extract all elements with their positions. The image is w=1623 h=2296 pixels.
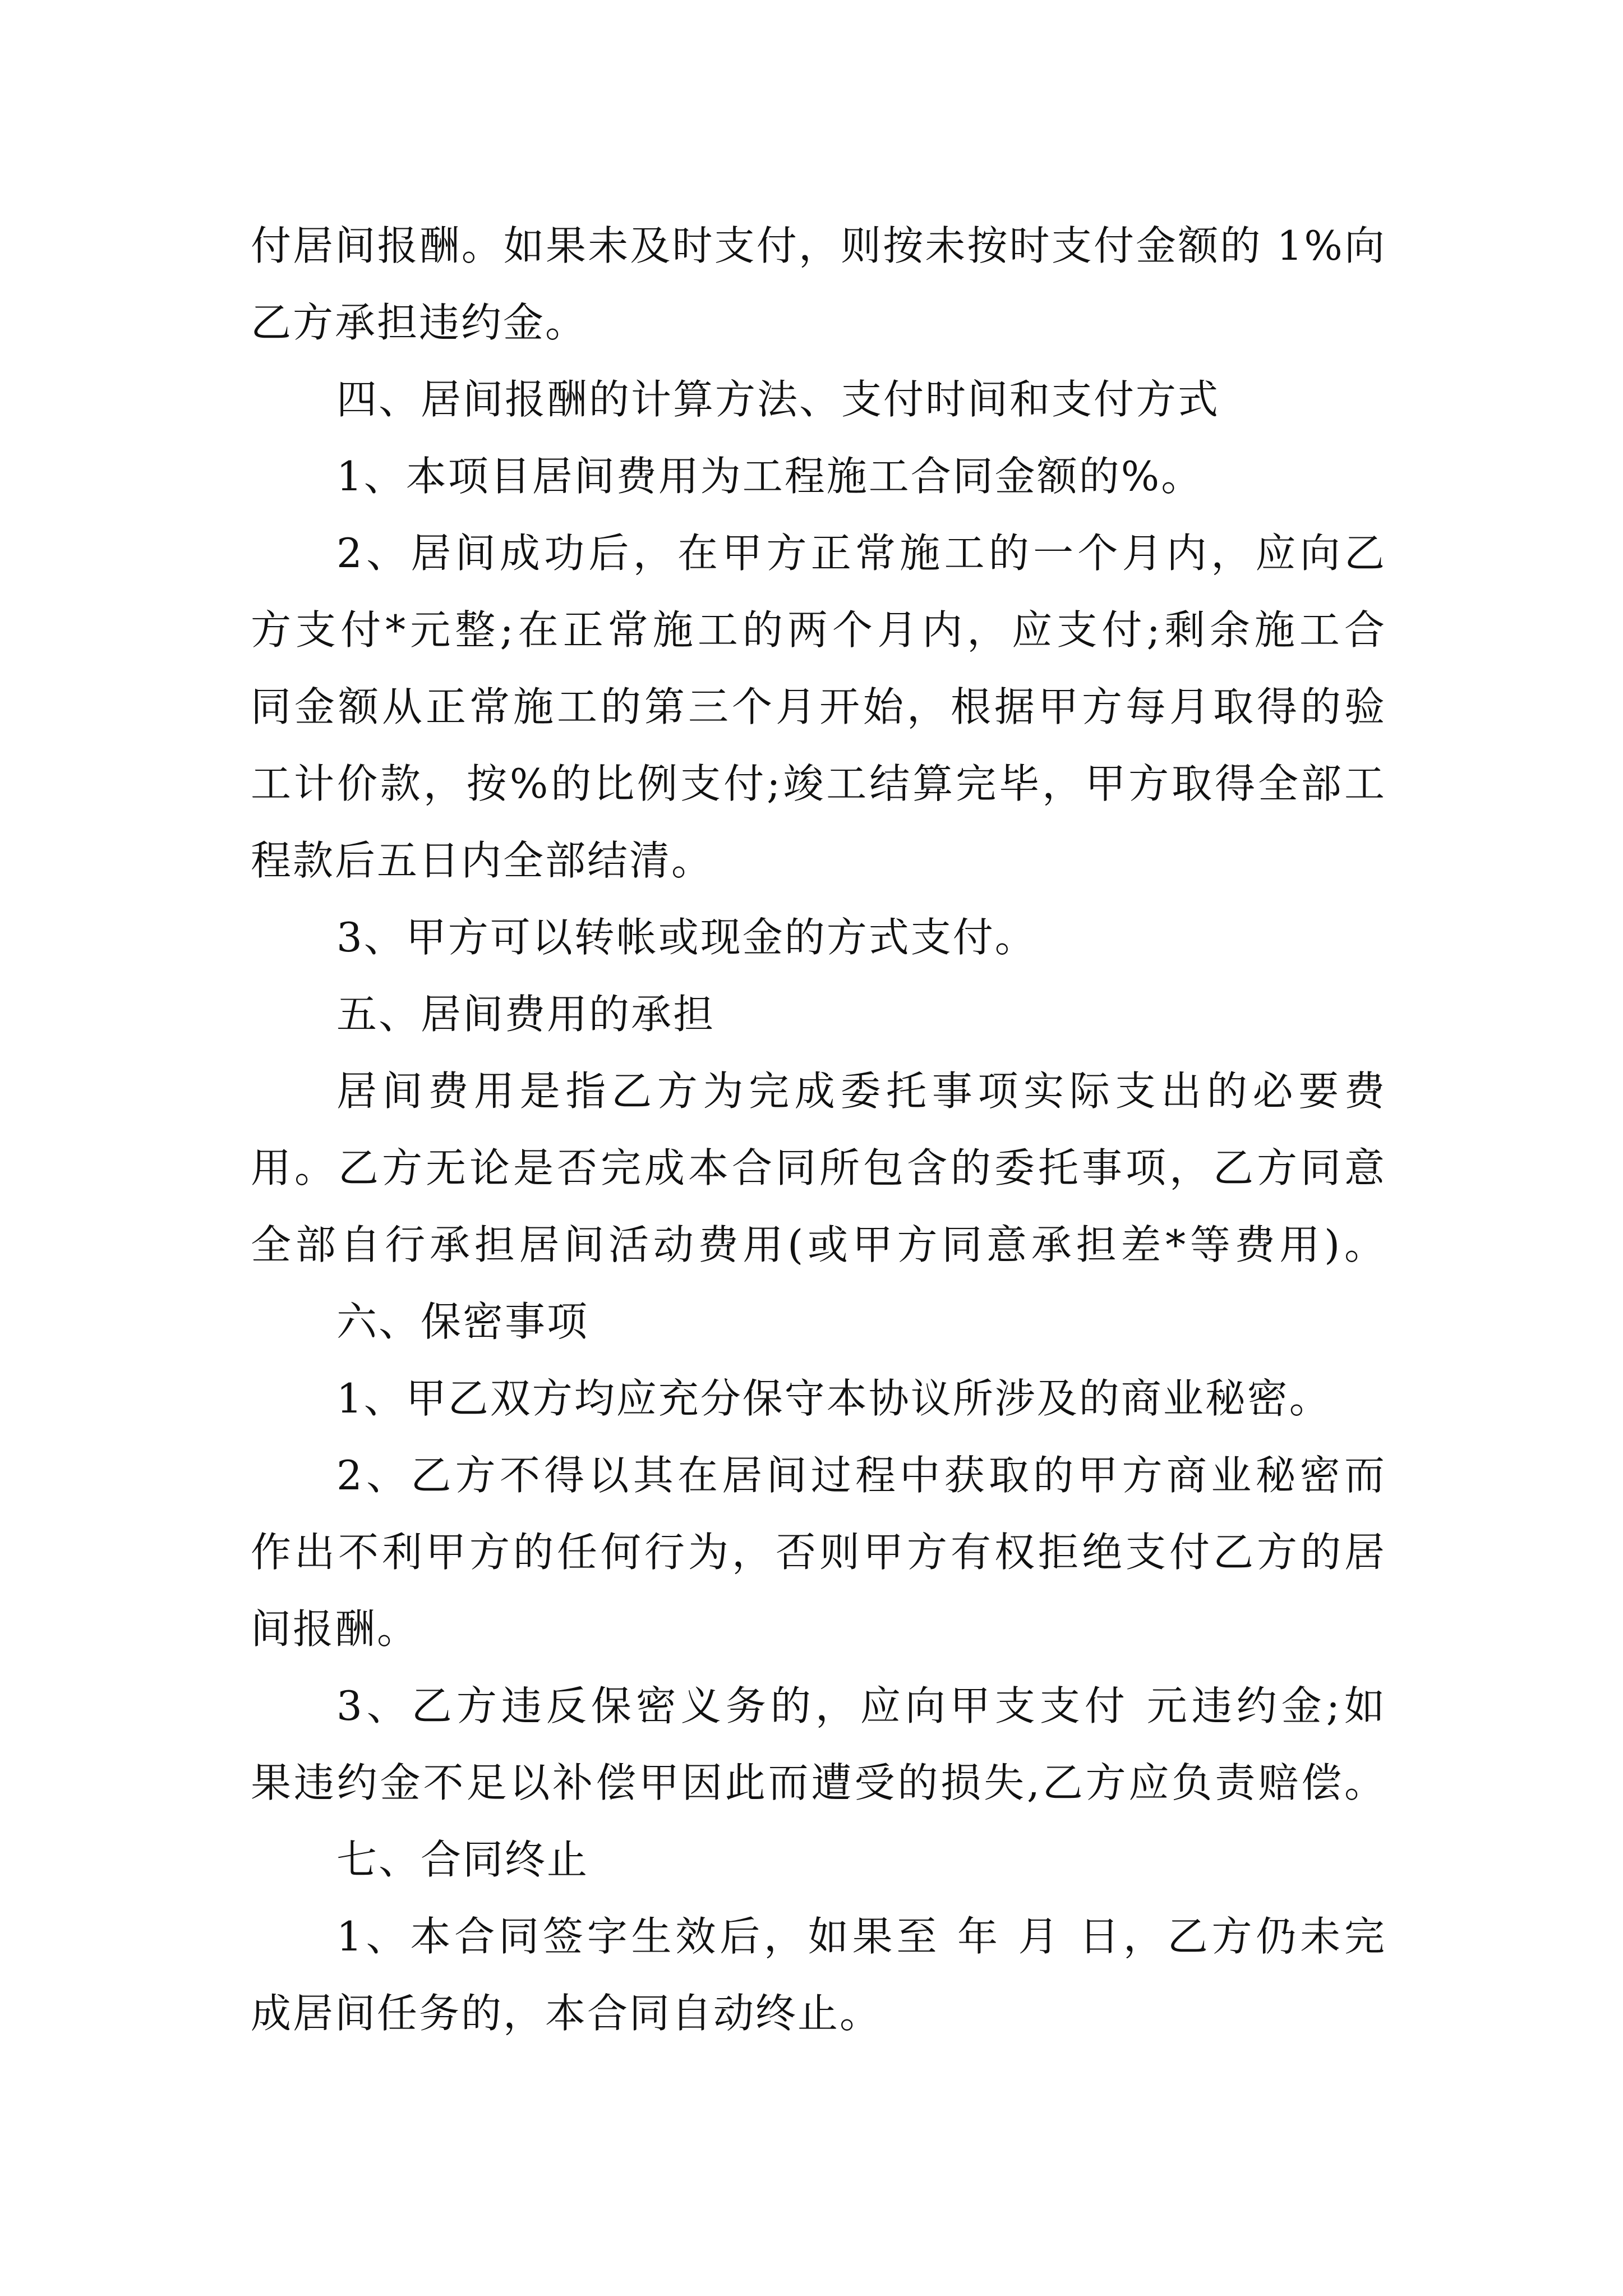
text-line: 1、甲乙双方均应充分保守本协议所涉及的商业秘密。 [336, 1375, 1331, 1422]
text-line: 工计价款，按%的比例支付;竣工结算完毕，甲方取得全部工 [251, 760, 1386, 807]
text-line: 3、乙方违反保密义务的，应向甲支支付 元违约金;如 [336, 1682, 1386, 1729]
text-line: 方支付*元整;在正常施工的两个月内，应支付;剩余施工合 [251, 606, 1386, 654]
text-line: 2、乙方不得以其在居间过程中获取的甲方商业秘密而 [336, 1452, 1386, 1499]
text-line: 1、本合同签字生效后，如果至 年 月 日，乙方仍未完 [336, 1913, 1386, 1960]
section-heading: 七、合同终止 [336, 1836, 589, 1883]
text-line: 全部自行承担居间活动费用(或甲方同意承担差*等费用)。 [251, 1221, 1386, 1268]
section-heading: 六、保密事项 [336, 1298, 589, 1345]
text-line: 居间费用是指乙方为完成委托事项实际支出的必要费 [336, 1068, 1386, 1115]
document-body [251, 208, 1386, 2052]
text-line: 成居间任务的，本合同自动终止。 [251, 1990, 882, 2037]
text-line: 间报酬。 [251, 1605, 419, 1653]
text-line: 同金额从正常施工的第三个月开始，根据甲方每月取得的验 [251, 683, 1386, 730]
text-line: 乙方承担违约金。 [251, 299, 588, 346]
text-line: 1、本项目居间费用为工程施工合同金额的%。 [336, 453, 1204, 500]
section-heading: 四、居间报酬的计算方法、支付时间和支付方式 [336, 376, 1220, 423]
text-line: 付居间报酬。如果未及时支付，则按未按时支付金额的 1%向 [251, 222, 1386, 269]
text-line: 用。乙方无论是否完成本合同所包含的委托事项，乙方同意 [251, 1144, 1386, 1191]
text-line: 果违约金不足以补偿甲因此而遭受的损失,乙方应负责赔偿。 [251, 1759, 1386, 1806]
text-line: 程款后五日内全部结清。 [251, 837, 714, 884]
text-line: 3、甲方可以转帐或现金的方式支付。 [336, 914, 1037, 961]
section-heading: 五、居间费用的承担 [336, 991, 716, 1038]
text-line: 2、居间成功后，在甲方正常施工的一个月内，应向乙 [336, 530, 1386, 577]
text-line: 作出不利甲方的任何行为，否则甲方有权拒绝支付乙方的居 [251, 1529, 1386, 1576]
